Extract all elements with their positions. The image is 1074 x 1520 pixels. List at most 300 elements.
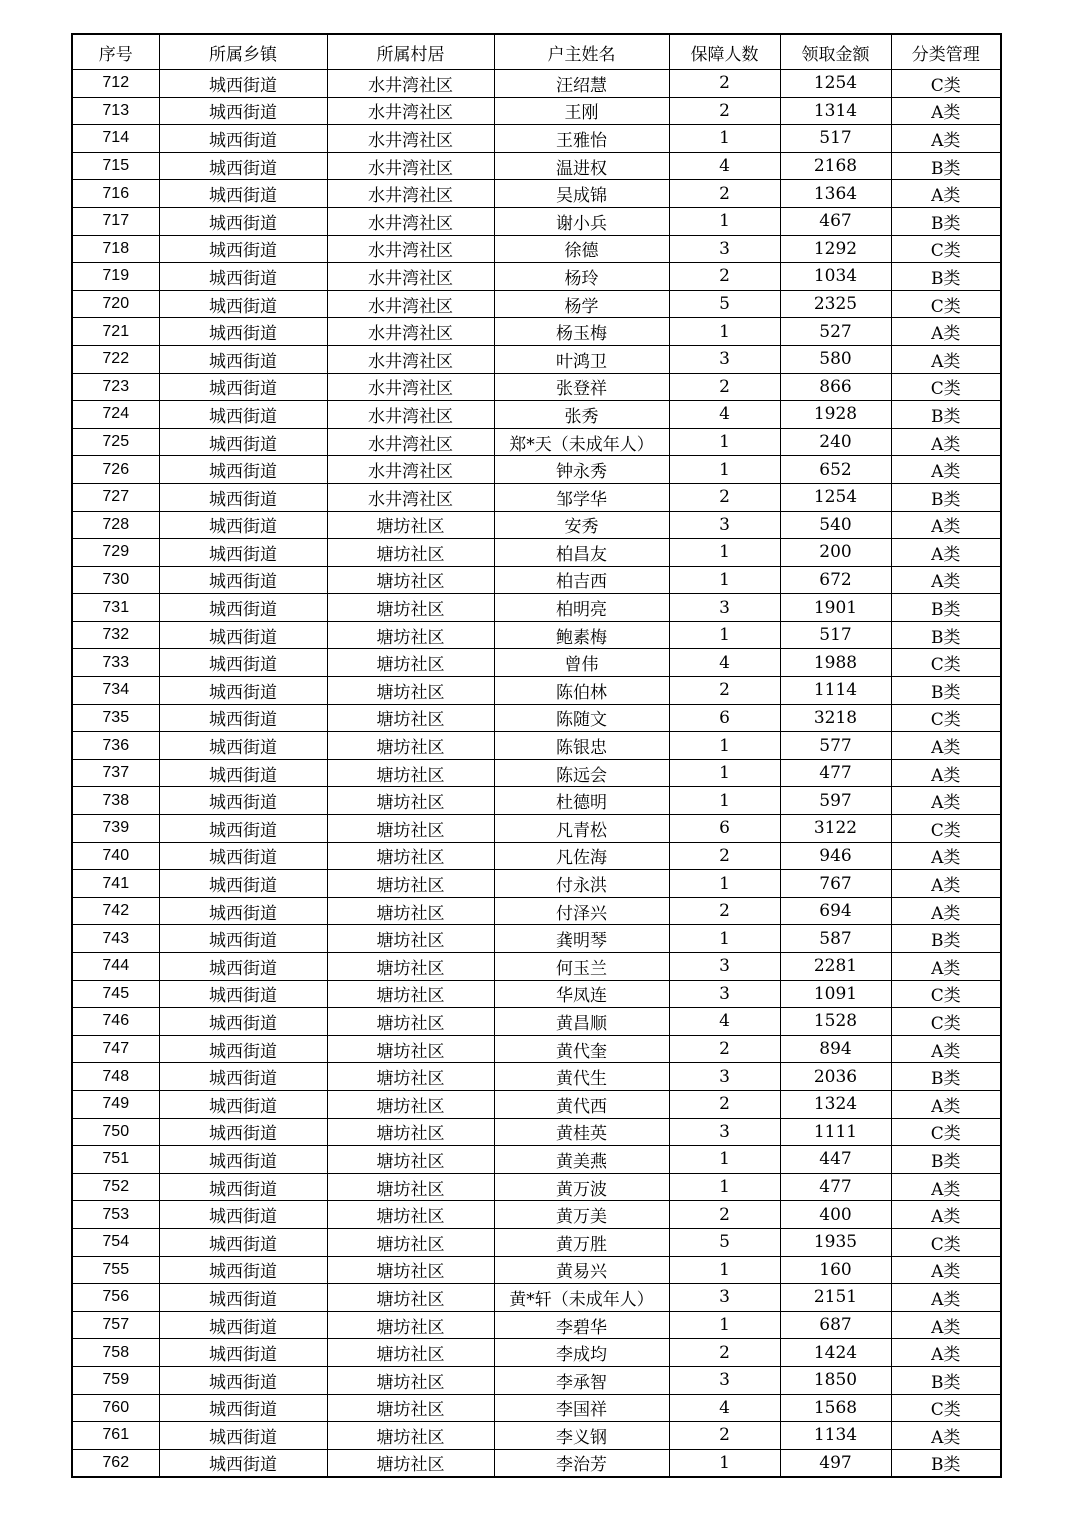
table-row: [72, 980, 1001, 1008]
table-row: [72, 566, 1001, 594]
village-cell: 塘坊社区: [327, 1063, 494, 1091]
village-cell: 水井湾社区: [327, 373, 494, 401]
people-count-cell: 4: [669, 152, 780, 180]
people-count-cell: 1: [669, 207, 780, 235]
category-cell: B类: [891, 263, 1001, 291]
seq-cell: 757: [72, 1311, 159, 1339]
category-cell: A类: [891, 897, 1001, 925]
people-count-cell: 1: [669, 621, 780, 649]
town-cell: 城西街道: [159, 1063, 327, 1091]
people-count-cell: 2: [669, 677, 780, 705]
seq-cell: 754: [72, 1228, 159, 1256]
town-cell: 城西街道: [159, 842, 327, 870]
town-cell: 城西街道: [159, 152, 327, 180]
people-count-cell: 2: [669, 483, 780, 511]
householder-cell: 李治芳: [494, 1449, 669, 1477]
people-count-cell: 3: [669, 1366, 780, 1394]
table-row: [72, 1366, 1001, 1394]
people-count-cell: 2: [669, 1339, 780, 1367]
table-row: [72, 787, 1001, 815]
town-cell: 城西街道: [159, 925, 327, 953]
people-count-cell: 1: [669, 1256, 780, 1284]
householder-cell: 黄美燕: [494, 1146, 669, 1174]
people-count-cell: 1: [669, 125, 780, 153]
village-cell: 塘坊社区: [327, 1008, 494, 1036]
village-cell: 塘坊社区: [327, 1256, 494, 1284]
village-cell: 塘坊社区: [327, 925, 494, 953]
category-cell: A类: [891, 511, 1001, 539]
table-row: [72, 180, 1001, 208]
town-cell: 城西街道: [159, 456, 327, 484]
seq-cell: 750: [72, 1118, 159, 1146]
householder-cell: 杨学: [494, 290, 669, 318]
town-cell: 城西街道: [159, 980, 327, 1008]
town-cell: 城西街道: [159, 704, 327, 732]
amount-cell: 1528: [780, 1008, 891, 1036]
seq-cell: 745: [72, 980, 159, 1008]
seq-cell: 715: [72, 152, 159, 180]
seq-cell: 713: [72, 97, 159, 125]
village-cell: 塘坊社区: [327, 980, 494, 1008]
table-row: [72, 207, 1001, 235]
seq-cell: 747: [72, 1035, 159, 1063]
amount-cell: 894: [780, 1035, 891, 1063]
householder-cell: 付泽兴: [494, 897, 669, 925]
householder-cell: 李义钢: [494, 1422, 669, 1450]
householder-cell: 付永洪: [494, 870, 669, 898]
header-town: 所属乡镇: [159, 34, 327, 70]
town-cell: 城西街道: [159, 566, 327, 594]
category-cell: C类: [891, 70, 1001, 98]
householder-cell: 汪绍慧: [494, 70, 669, 98]
table-row: [72, 511, 1001, 539]
seq-cell: 725: [72, 428, 159, 456]
seq-cell: 748: [72, 1063, 159, 1091]
category-cell: A类: [891, 1090, 1001, 1118]
village-cell: 塘坊社区: [327, 1118, 494, 1146]
village-cell: 塘坊社区: [327, 1366, 494, 1394]
householder-cell: 黄万波: [494, 1173, 669, 1201]
amount-cell: 1850: [780, 1366, 891, 1394]
category-cell: B类: [891, 1366, 1001, 1394]
village-cell: 塘坊社区: [327, 815, 494, 843]
seq-cell: 758: [72, 1339, 159, 1367]
people-count-cell: 2: [669, 373, 780, 401]
householder-cell: 黄桂英: [494, 1118, 669, 1146]
people-count-cell: 1: [669, 1311, 780, 1339]
householder-cell: 黄代西: [494, 1090, 669, 1118]
householder-cell: 黄代生: [494, 1063, 669, 1091]
town-cell: 城西街道: [159, 953, 327, 981]
table-row: [72, 263, 1001, 291]
village-cell: 水井湾社区: [327, 428, 494, 456]
header-amount: 领取金额: [780, 34, 891, 70]
category-cell: A类: [891, 456, 1001, 484]
town-cell: 城西街道: [159, 621, 327, 649]
seq-cell: 741: [72, 870, 159, 898]
people-count-cell: 3: [669, 1063, 780, 1091]
householder-cell: 柏吉西: [494, 566, 669, 594]
town-cell: 城西街道: [159, 1394, 327, 1422]
people-count-cell: 5: [669, 1228, 780, 1256]
seq-cell: 729: [72, 539, 159, 567]
amount-cell: 580: [780, 345, 891, 373]
category-cell: B类: [891, 207, 1001, 235]
table-row: [72, 759, 1001, 787]
town-cell: 城西街道: [159, 1256, 327, 1284]
seq-cell: 739: [72, 815, 159, 843]
table-row: [72, 1394, 1001, 1422]
amount-cell: 687: [780, 1311, 891, 1339]
seq-cell: 728: [72, 511, 159, 539]
seq-cell: 726: [72, 456, 159, 484]
amount-cell: 587: [780, 925, 891, 953]
amount-cell: 400: [780, 1201, 891, 1229]
header-village: 所属村居: [327, 34, 494, 70]
village-cell: 水井湾社区: [327, 318, 494, 346]
table-row: [72, 456, 1001, 484]
town-cell: 城西街道: [159, 180, 327, 208]
seq-cell: 714: [72, 125, 159, 153]
village-cell: 塘坊社区: [327, 511, 494, 539]
village-cell: 塘坊社区: [327, 1201, 494, 1229]
people-count-cell: 2: [669, 1201, 780, 1229]
amount-cell: 160: [780, 1256, 891, 1284]
table-row: [72, 842, 1001, 870]
amount-cell: 672: [780, 566, 891, 594]
householder-cell: 曾伟: [494, 649, 669, 677]
people-count-cell: 3: [669, 511, 780, 539]
amount-cell: 477: [780, 1173, 891, 1201]
town-cell: 城西街道: [159, 318, 327, 346]
category-cell: A类: [891, 1422, 1001, 1450]
householder-cell: 鲍素梅: [494, 621, 669, 649]
village-cell: 塘坊社区: [327, 953, 494, 981]
seq-cell: 717: [72, 207, 159, 235]
householder-cell: 黄代奎: [494, 1035, 669, 1063]
amount-cell: 3122: [780, 815, 891, 843]
people-count-cell: 3: [669, 980, 780, 1008]
category-cell: A类: [891, 97, 1001, 125]
table-row: [72, 125, 1001, 153]
amount-cell: 1254: [780, 70, 891, 98]
householder-cell: 陈银忠: [494, 732, 669, 760]
amount-cell: 2036: [780, 1063, 891, 1091]
amount-cell: 1091: [780, 980, 891, 1008]
people-count-cell: 6: [669, 815, 780, 843]
seq-cell: 734: [72, 677, 159, 705]
householder-cell: 杜德明: [494, 787, 669, 815]
householder-cell: 叶鸿卫: [494, 345, 669, 373]
town-cell: 城西街道: [159, 1090, 327, 1118]
householder-cell: 张秀: [494, 401, 669, 429]
amount-cell: 1314: [780, 97, 891, 125]
householder-cell: 李成均: [494, 1339, 669, 1367]
village-cell: 塘坊社区: [327, 870, 494, 898]
category-cell: C类: [891, 373, 1001, 401]
village-cell: 水井湾社区: [327, 152, 494, 180]
seq-cell: 738: [72, 787, 159, 815]
people-count-cell: 3: [669, 953, 780, 981]
seq-cell: 759: [72, 1366, 159, 1394]
category-cell: A类: [891, 953, 1001, 981]
village-cell: 水井湾社区: [327, 125, 494, 153]
town-cell: 城西街道: [159, 539, 327, 567]
table-header: [72, 34, 1001, 70]
category-cell: A类: [891, 1339, 1001, 1367]
seq-cell: 718: [72, 235, 159, 263]
category-cell: B类: [891, 594, 1001, 622]
seq-cell: 722: [72, 345, 159, 373]
seq-cell: 712: [72, 70, 159, 98]
amount-cell: 477: [780, 759, 891, 787]
householder-cell: 徐德: [494, 235, 669, 263]
header-row: [72, 34, 1001, 70]
village-cell: 水井湾社区: [327, 401, 494, 429]
town-cell: 城西街道: [159, 787, 327, 815]
village-cell: 塘坊社区: [327, 539, 494, 567]
amount-cell: 517: [780, 125, 891, 153]
town-cell: 城西街道: [159, 1173, 327, 1201]
people-count-cell: 4: [669, 1394, 780, 1422]
people-count-cell: 1: [669, 732, 780, 760]
table-row: [72, 1228, 1001, 1256]
town-cell: 城西街道: [159, 1118, 327, 1146]
town-cell: 城西街道: [159, 1366, 327, 1394]
category-cell: A类: [891, 787, 1001, 815]
amount-cell: 497: [780, 1449, 891, 1477]
people-count-cell: 1: [669, 870, 780, 898]
people-count-cell: 3: [669, 235, 780, 263]
householder-cell: 李碧华: [494, 1311, 669, 1339]
town-cell: 城西街道: [159, 732, 327, 760]
seq-cell: 761: [72, 1422, 159, 1450]
town-cell: 城西街道: [159, 1146, 327, 1174]
householder-cell: 钟永秀: [494, 456, 669, 484]
people-count-cell: 1: [669, 1173, 780, 1201]
assistance-list-sheet: [71, 33, 1002, 1478]
village-cell: 水井湾社区: [327, 180, 494, 208]
town-cell: 城西街道: [159, 511, 327, 539]
category-cell: A类: [891, 842, 1001, 870]
people-count-cell: 1: [669, 318, 780, 346]
table-row: [72, 1063, 1001, 1091]
category-cell: C类: [891, 980, 1001, 1008]
seq-cell: 744: [72, 953, 159, 981]
amount-cell: 240: [780, 428, 891, 456]
table-row: [72, 870, 1001, 898]
village-cell: 塘坊社区: [327, 1422, 494, 1450]
people-count-cell: 2: [669, 180, 780, 208]
table-row: [72, 483, 1001, 511]
town-cell: 城西街道: [159, 1035, 327, 1063]
people-count-cell: 2: [669, 70, 780, 98]
village-cell: 塘坊社区: [327, 787, 494, 815]
town-cell: 城西街道: [159, 290, 327, 318]
town-cell: 城西街道: [159, 1284, 327, 1312]
village-cell: 塘坊社区: [327, 1394, 494, 1422]
seq-cell: 727: [72, 483, 159, 511]
village-cell: 水井湾社区: [327, 263, 494, 291]
header-householder: 户主姓名: [494, 34, 669, 70]
village-cell: 塘坊社区: [327, 1146, 494, 1174]
category-cell: A类: [891, 1035, 1001, 1063]
amount-cell: 447: [780, 1146, 891, 1174]
householder-cell: 郑*天（未成年人）: [494, 428, 669, 456]
amount-cell: 1254: [780, 483, 891, 511]
amount-cell: 2168: [780, 152, 891, 180]
amount-cell: 694: [780, 897, 891, 925]
householder-cell: 陈远会: [494, 759, 669, 787]
seq-cell: 719: [72, 263, 159, 291]
seq-cell: 724: [72, 401, 159, 429]
table-row: [72, 1173, 1001, 1201]
village-cell: 塘坊社区: [327, 1284, 494, 1312]
householder-cell: 安秀: [494, 511, 669, 539]
table-row: [72, 1035, 1001, 1063]
village-cell: 塘坊社区: [327, 649, 494, 677]
householder-cell: 柏明亮: [494, 594, 669, 622]
table-row: [72, 401, 1001, 429]
village-cell: 水井湾社区: [327, 97, 494, 125]
village-cell: 塘坊社区: [327, 1339, 494, 1367]
seq-cell: 720: [72, 290, 159, 318]
amount-cell: 1364: [780, 180, 891, 208]
table-row: [72, 704, 1001, 732]
householder-cell: 温进权: [494, 152, 669, 180]
householder-cell: 柏昌友: [494, 539, 669, 567]
householder-cell: 杨玲: [494, 263, 669, 291]
category-cell: B类: [891, 1449, 1001, 1477]
table-row: [72, 345, 1001, 373]
amount-cell: 1901: [780, 594, 891, 622]
amount-cell: 1568: [780, 1394, 891, 1422]
people-count-cell: 3: [669, 1284, 780, 1312]
householder-cell: 李承智: [494, 1366, 669, 1394]
householder-cell: 龚明琴: [494, 925, 669, 953]
category-cell: A类: [891, 1311, 1001, 1339]
table-row: [72, 649, 1001, 677]
table-row: [72, 70, 1001, 98]
table-row: [72, 1090, 1001, 1118]
table-row: [72, 539, 1001, 567]
town-cell: 城西街道: [159, 759, 327, 787]
category-cell: B类: [891, 401, 1001, 429]
amount-cell: 1424: [780, 1339, 891, 1367]
seq-cell: 746: [72, 1008, 159, 1036]
amount-cell: 200: [780, 539, 891, 567]
category-cell: B类: [891, 1063, 1001, 1091]
town-cell: 城西街道: [159, 97, 327, 125]
amount-cell: 767: [780, 870, 891, 898]
category-cell: B类: [891, 1146, 1001, 1174]
village-cell: 塘坊社区: [327, 677, 494, 705]
town-cell: 城西街道: [159, 1228, 327, 1256]
seq-cell: 737: [72, 759, 159, 787]
seq-cell: 740: [72, 842, 159, 870]
householder-cell: 华凤连: [494, 980, 669, 1008]
seq-cell: 743: [72, 925, 159, 953]
amount-cell: 1935: [780, 1228, 891, 1256]
people-count-cell: 3: [669, 594, 780, 622]
category-cell: C类: [891, 1118, 1001, 1146]
householder-cell: 黄易兴: [494, 1256, 669, 1284]
people-count-cell: 2: [669, 1035, 780, 1063]
table-row: [72, 318, 1001, 346]
people-count-cell: 4: [669, 401, 780, 429]
table-row: [72, 897, 1001, 925]
householder-cell: 王刚: [494, 97, 669, 125]
category-cell: A类: [891, 318, 1001, 346]
people-count-cell: 4: [669, 649, 780, 677]
householder-cell: 邹学华: [494, 483, 669, 511]
people-count-cell: 2: [669, 842, 780, 870]
householder-cell: 王雅怡: [494, 125, 669, 153]
village-cell: 塘坊社区: [327, 621, 494, 649]
table-row: [72, 594, 1001, 622]
table-row: [72, 152, 1001, 180]
town-cell: 城西街道: [159, 1449, 327, 1477]
category-cell: C类: [891, 290, 1001, 318]
table-row: [72, 428, 1001, 456]
table-row: [72, 621, 1001, 649]
householder-cell: 吴成锦: [494, 180, 669, 208]
seq-cell: 756: [72, 1284, 159, 1312]
category-cell: A类: [891, 566, 1001, 594]
householder-cell: 黄*轩（未成年人）: [494, 1284, 669, 1312]
table-row: [72, 953, 1001, 981]
town-cell: 城西街道: [159, 649, 327, 677]
amount-cell: 1134: [780, 1422, 891, 1450]
town-cell: 城西街道: [159, 345, 327, 373]
table-row: [72, 815, 1001, 843]
category-cell: C类: [891, 1394, 1001, 1422]
seq-cell: 736: [72, 732, 159, 760]
category-cell: B类: [891, 152, 1001, 180]
seq-cell: 723: [72, 373, 159, 401]
town-cell: 城西街道: [159, 483, 327, 511]
householder-cell: 凡佐海: [494, 842, 669, 870]
category-cell: C类: [891, 815, 1001, 843]
village-cell: 水井湾社区: [327, 290, 494, 318]
amount-cell: 577: [780, 732, 891, 760]
category-cell: A类: [891, 1256, 1001, 1284]
category-cell: A类: [891, 428, 1001, 456]
table-row: [72, 1008, 1001, 1036]
seq-cell: 732: [72, 621, 159, 649]
householder-cell: 凡青松: [494, 815, 669, 843]
amount-cell: 1034: [780, 263, 891, 291]
town-cell: 城西街道: [159, 428, 327, 456]
seq-cell: 762: [72, 1449, 159, 1477]
town-cell: 城西街道: [159, 1008, 327, 1036]
town-cell: 城西街道: [159, 125, 327, 153]
people-count-cell: 5: [669, 290, 780, 318]
village-cell: 塘坊社区: [327, 566, 494, 594]
table-row: [72, 1422, 1001, 1450]
header-people-count: 保障人数: [669, 34, 780, 70]
people-count-cell: 1: [669, 787, 780, 815]
people-count-cell: 2: [669, 897, 780, 925]
people-count-cell: 1: [669, 428, 780, 456]
seq-cell: 755: [72, 1256, 159, 1284]
category-cell: A类: [891, 345, 1001, 373]
town-cell: 城西街道: [159, 897, 327, 925]
village-cell: 水井湾社区: [327, 207, 494, 235]
amount-cell: 597: [780, 787, 891, 815]
table-row: [72, 1311, 1001, 1339]
table-row: [72, 1118, 1001, 1146]
